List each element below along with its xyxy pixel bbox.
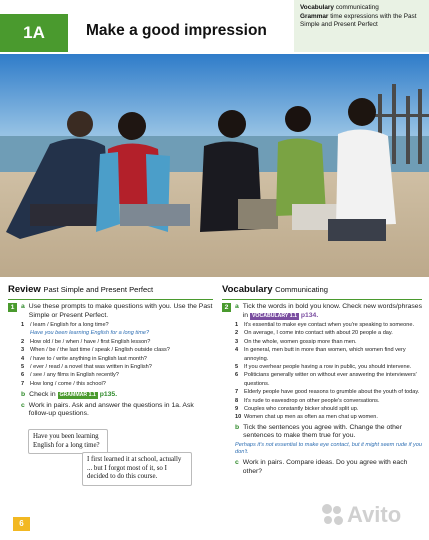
avito-watermark bbox=[322, 502, 401, 528]
step-label: b bbox=[21, 391, 26, 399]
example-answer: Have you been learning English for a long time? bbox=[30, 330, 150, 337]
list-item bbox=[235, 321, 422, 329]
grammar-reference-page[interactable]: p135. bbox=[99, 391, 118, 399]
exercise-instruction: Use these prompts to make questions with you. Use the Past Simple or Present Perfect. bbox=[28, 303, 213, 319]
item-number: 10 bbox=[235, 414, 242, 421]
exercise-number: 2 bbox=[222, 303, 231, 312]
item-text: It's essential to make eye contact when you're speaking to someone. bbox=[244, 322, 415, 328]
item-text: How long / come / this school? bbox=[30, 380, 106, 387]
item-text: When / be / the last time / speak / English outside class? bbox=[30, 347, 170, 354]
vocabulary-rule bbox=[222, 299, 422, 300]
unit-tag: 1A bbox=[0, 14, 68, 52]
exercise-instruction: Work in pairs. Ask and answer the questions in 1a. Ask follow-up questions. bbox=[28, 401, 194, 418]
vocabulary-section bbox=[222, 284, 422, 477]
list-item bbox=[21, 338, 213, 346]
item-number: 3 bbox=[235, 338, 239, 345]
item-number: 7 bbox=[21, 380, 25, 387]
page-number: 6 bbox=[13, 517, 30, 531]
aim-label-vocabulary: Vocabulary bbox=[300, 4, 334, 11]
list-item bbox=[235, 388, 422, 396]
item-text: / see / any films in English recently? bbox=[30, 372, 119, 379]
list-item bbox=[21, 346, 213, 354]
step-label: b bbox=[235, 423, 240, 431]
item-text: Couples who constantly bicker should split up. bbox=[244, 406, 359, 413]
speech-bubble-question: Have you been learning English for a long time? bbox=[28, 429, 108, 454]
list-item bbox=[235, 405, 422, 413]
list-item bbox=[21, 329, 213, 337]
review-section bbox=[8, 284, 213, 420]
exercise-instruction bbox=[29, 391, 213, 400]
exercise-2c bbox=[222, 459, 422, 476]
exercise-instruction: Tick the sentences you agree with. Change the other sentences to make them true for you. bbox=[243, 423, 402, 440]
step-label: c bbox=[21, 401, 25, 409]
item-number: 2 bbox=[235, 330, 239, 337]
exercise-instruction: Work in pairs. Compare ideas. Do you agree with each other? bbox=[242, 459, 408, 475]
watermark-text: Avito bbox=[347, 502, 402, 527]
item-number: 6 bbox=[235, 372, 239, 379]
item-number: 5 bbox=[235, 364, 239, 371]
vocabulary-reference-page[interactable]: p134. bbox=[300, 311, 319, 319]
item-text: Elderly people have good reasons to grumble about the youth of today. bbox=[244, 389, 420, 396]
step-label: a bbox=[21, 303, 25, 310]
item-text: / ever / read / a novel that was written in English? bbox=[30, 364, 152, 371]
item-number: 2 bbox=[21, 338, 25, 345]
list-item bbox=[21, 355, 213, 363]
lesson-title: Make a good impression bbox=[86, 22, 267, 39]
item-text: On average, I come into contact with about 20 people a day. bbox=[244, 330, 393, 337]
lesson-aims bbox=[294, 0, 429, 52]
aim-label-grammar: Grammar bbox=[300, 12, 329, 20]
list-item bbox=[21, 380, 213, 388]
exercise-1b bbox=[8, 391, 213, 400]
item-number: 3 bbox=[21, 347, 25, 354]
item-number: 4 bbox=[21, 355, 25, 362]
exercise-instruction bbox=[243, 303, 422, 320]
exercise-2b bbox=[222, 424, 422, 441]
item-text: In general, men butt in more than women, which women find very annoying. bbox=[244, 347, 406, 362]
example-answer: Perhaps it's not essential to make eye contact, but it might seem rude if you don't. bbox=[235, 441, 423, 456]
vocabulary-title: Vocabulary bbox=[222, 284, 273, 295]
avito-logo-icon bbox=[322, 504, 344, 526]
item-text: On the whole, women gossip more than men. bbox=[244, 338, 357, 345]
item-number: 6 bbox=[21, 372, 25, 379]
item-text: If you overhear people having a row in public, you should intervene. bbox=[244, 364, 412, 371]
list-item bbox=[235, 363, 422, 371]
list-item bbox=[235, 329, 422, 337]
list-item bbox=[235, 413, 422, 421]
beach-group-photo bbox=[0, 54, 429, 277]
item-number: 8 bbox=[235, 397, 239, 404]
item-text: Women chat up men as often as men chat up women. bbox=[244, 414, 378, 421]
check-in-text: Check in bbox=[29, 391, 56, 399]
step-label: c bbox=[235, 459, 239, 467]
list-item bbox=[235, 371, 422, 388]
lesson-header bbox=[0, 0, 429, 52]
exercise-2a bbox=[222, 303, 422, 320]
item-number: 1 bbox=[235, 322, 239, 328]
item-text: It's rude to eavesdrop on other people's conversations. bbox=[244, 397, 380, 404]
item-text: / have to / write anything in English last month? bbox=[30, 355, 147, 362]
step-label: a bbox=[235, 303, 239, 310]
grammar-reference-tag[interactable]: GRAMMAR 1.1 bbox=[59, 392, 96, 399]
item-number: 7 bbox=[235, 389, 239, 396]
review-title: Review bbox=[8, 284, 41, 295]
item-text: / learn / English for a long time? bbox=[30, 322, 109, 328]
vocabulary-sentence-list bbox=[222, 321, 422, 422]
exercise-1c bbox=[8, 402, 213, 419]
list-item bbox=[21, 363, 213, 371]
list-item bbox=[235, 346, 422, 363]
review-rule bbox=[8, 299, 213, 300]
list-item bbox=[21, 371, 213, 379]
exercise-1a bbox=[8, 303, 213, 320]
list-item bbox=[235, 397, 422, 405]
vocabulary-heading bbox=[222, 284, 422, 297]
speech-bubble-answer: I first learned it at school, actually ... but I forgot most of it, so I decided to do this course. bbox=[82, 452, 192, 486]
vocabulary-subtitle: Communicating bbox=[275, 285, 328, 294]
review-subtitle: Past Simple and Present Perfect bbox=[43, 285, 154, 294]
aim-text-vocabulary: communicating bbox=[335, 4, 379, 11]
item-text: How old / be / when / have / first English lesson? bbox=[30, 338, 151, 345]
aim-text-grammar: time expressions with the Past Simple and Present Perfect bbox=[300, 12, 417, 29]
item-number: 1 bbox=[21, 322, 25, 328]
list-item bbox=[235, 338, 422, 346]
exercise-number: 1 bbox=[8, 303, 17, 312]
instruction-text: Tick the words in bold you know. Check new words/phrases in bbox=[242, 303, 422, 319]
item-number: 4 bbox=[235, 347, 239, 354]
vocabulary-reference-tag[interactable]: VOCABULARY 1.1 bbox=[251, 312, 297, 319]
prompt-list bbox=[8, 321, 213, 388]
item-number bbox=[21, 329, 30, 337]
item-number: 9 bbox=[235, 406, 239, 413]
item-text: Politicians generally witter on without ever answering the interviewers' questions. bbox=[244, 372, 417, 387]
review-heading bbox=[8, 284, 213, 297]
list-item bbox=[21, 321, 213, 329]
item-number: 5 bbox=[21, 364, 25, 371]
